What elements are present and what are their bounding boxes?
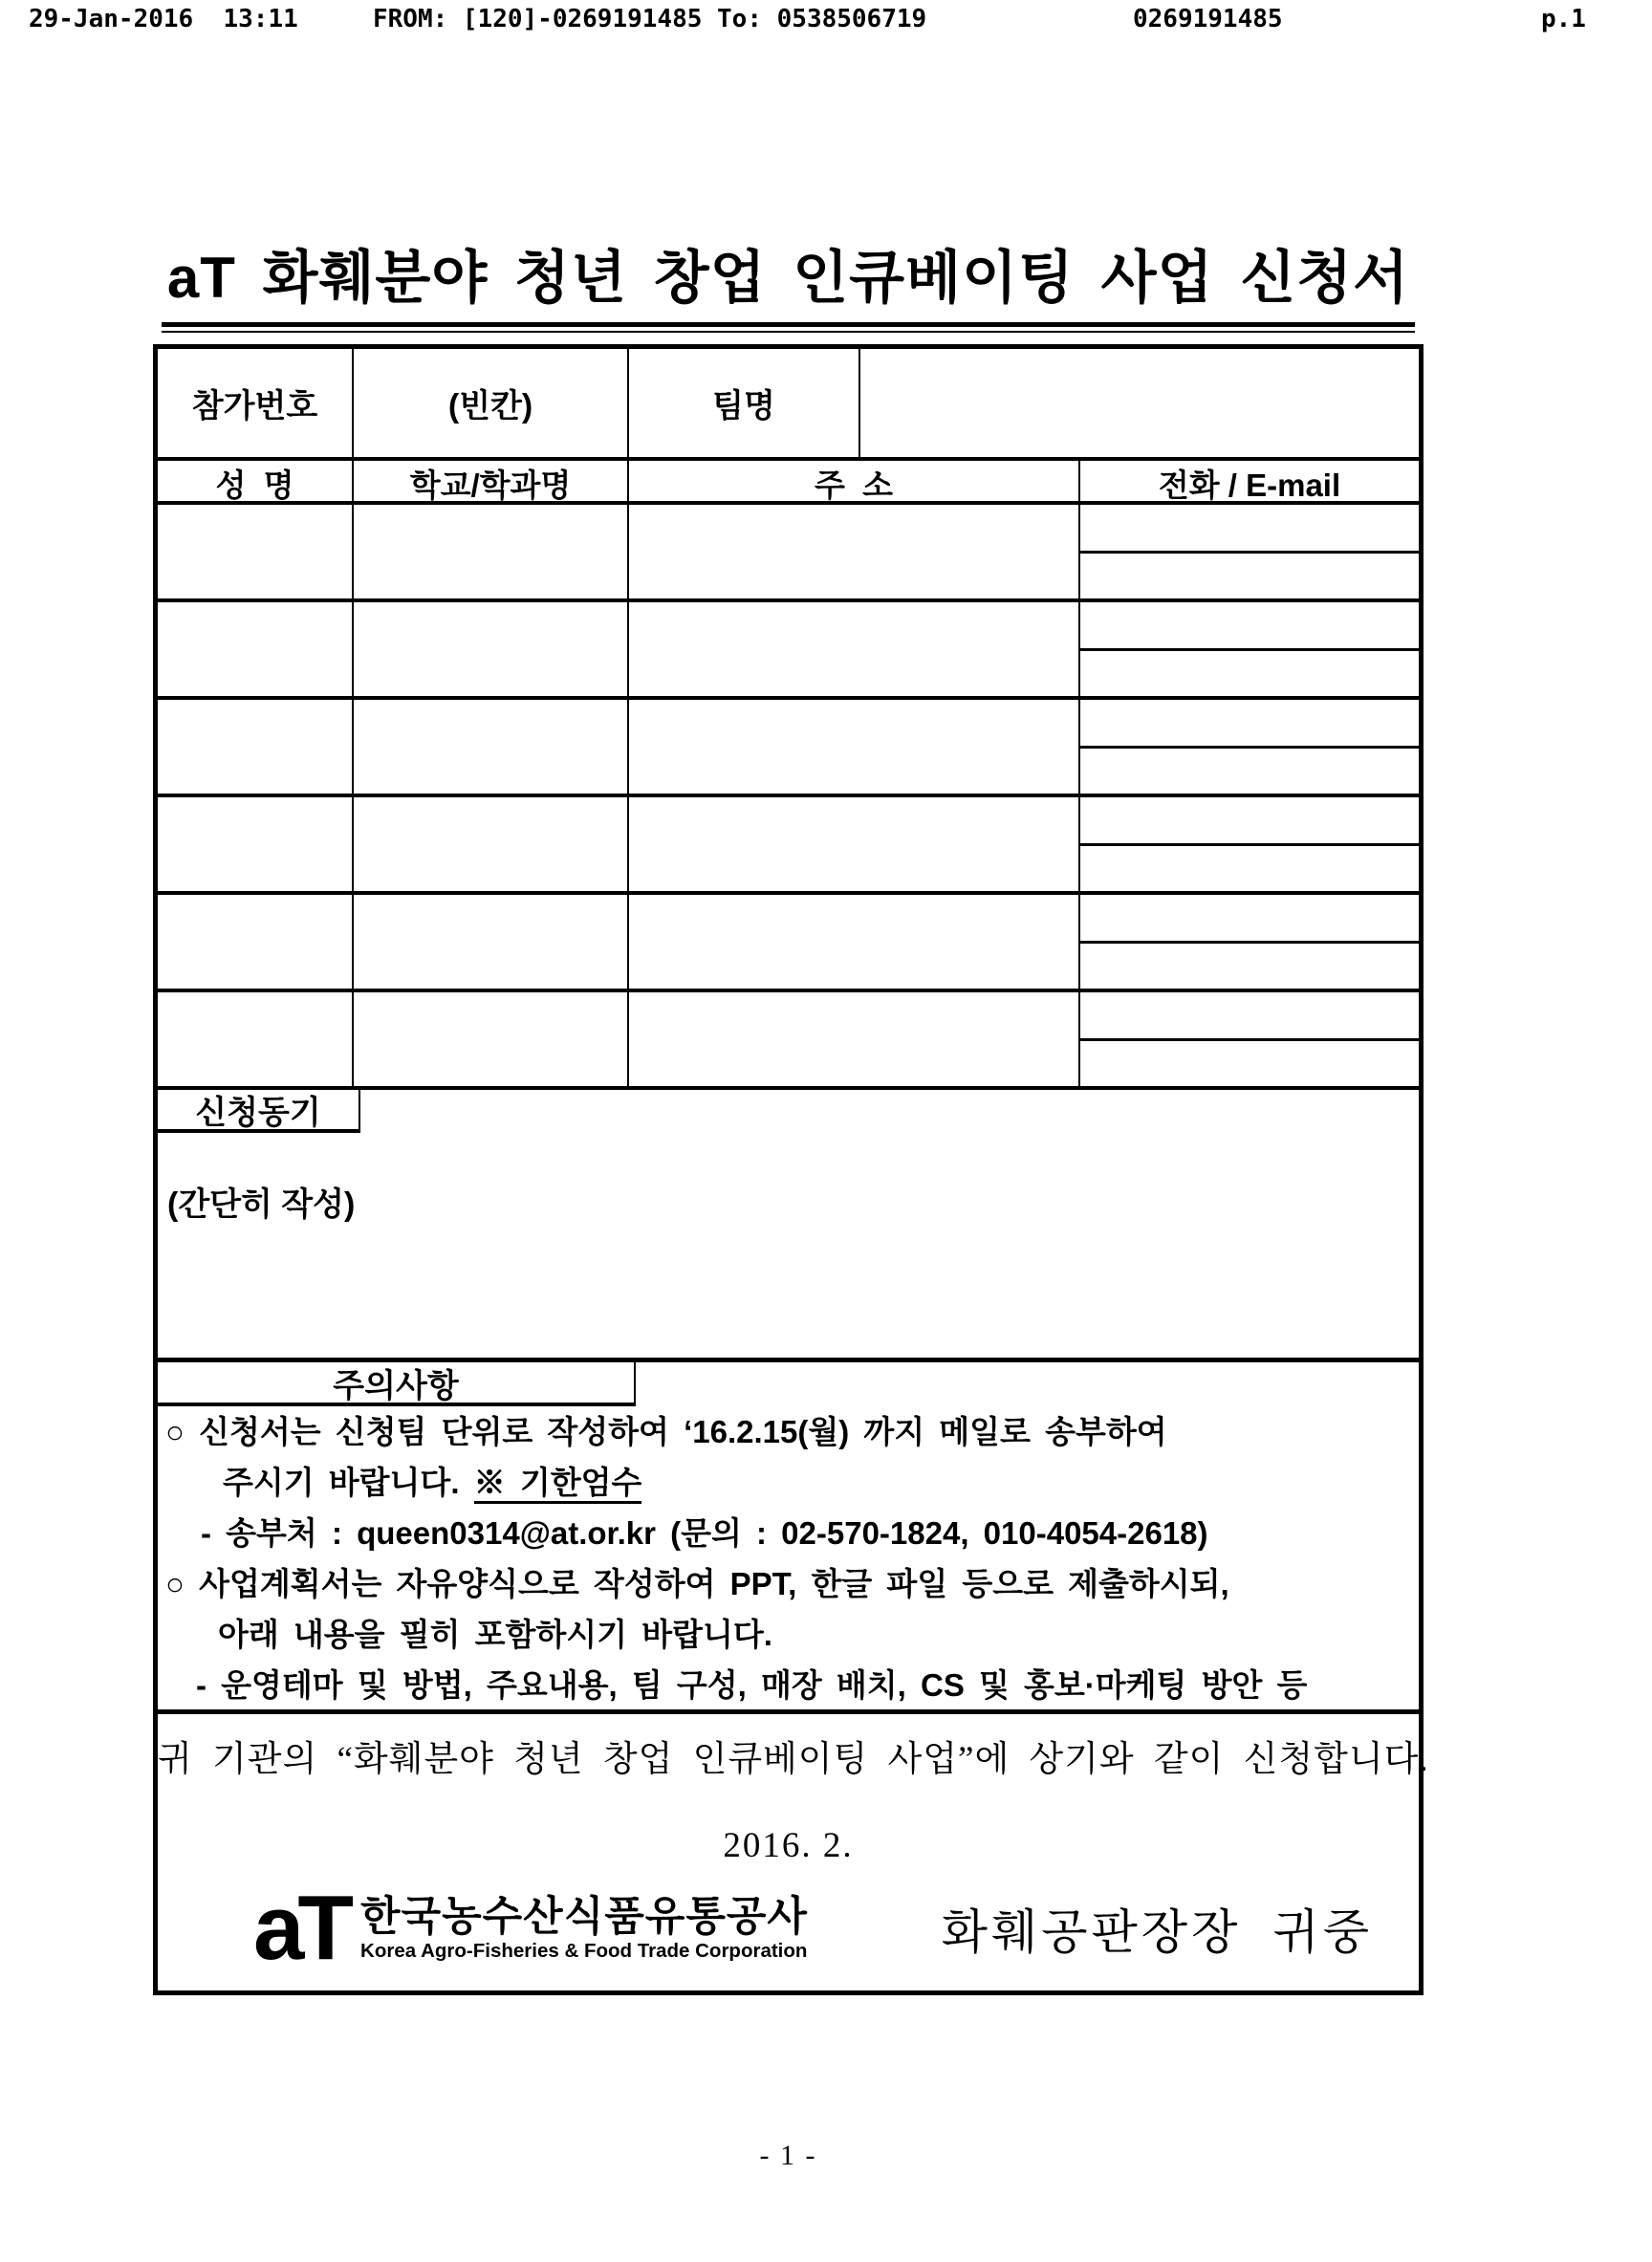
name-cell bbox=[158, 895, 354, 989]
signature-row bbox=[158, 1877, 1419, 1979]
note-line bbox=[158, 1457, 1419, 1508]
page-title: aT 화훼분야 청년 창업 인큐베이팅 사업 신청서 bbox=[162, 232, 1415, 327]
member-row bbox=[158, 602, 1419, 700]
address-cell bbox=[629, 602, 1080, 696]
team-name-label-cell: 팀명 bbox=[629, 349, 860, 457]
email-cell bbox=[1080, 1041, 1419, 1087]
member-row bbox=[158, 895, 1419, 992]
header-name: 성 명 bbox=[158, 461, 354, 506]
email-cell bbox=[1080, 846, 1419, 892]
contact-cell bbox=[1080, 992, 1419, 1086]
email-cell bbox=[1080, 944, 1419, 990]
team-info-row bbox=[158, 349, 1419, 461]
school-cell bbox=[354, 700, 629, 794]
fax-from-to: FROM: [120]-0269191485 To: 0538506719 bbox=[373, 5, 927, 33]
contact-cell bbox=[1080, 602, 1419, 696]
address-cell bbox=[629, 797, 1080, 891]
motivation-section bbox=[158, 1090, 1419, 1362]
application-date: 2016. 2. bbox=[723, 1826, 854, 1865]
name-cell bbox=[158, 992, 354, 1086]
notes-tab-label: 주의사항 bbox=[158, 1362, 636, 1406]
note-line bbox=[158, 1508, 1419, 1558]
phone-cell bbox=[1080, 797, 1419, 846]
member-row bbox=[158, 700, 1419, 797]
member-row bbox=[158, 992, 1419, 1090]
header-address: 주 소 bbox=[629, 461, 1080, 506]
recipient: 화훼공판장장 귀중 bbox=[941, 1905, 1373, 1960]
note-text: - 운영테마 및 방법, 주요내용, 팀 구성, 매장 배치, CS 및 홍보·마케팅 방안 등 bbox=[196, 1667, 1308, 1703]
organization-name-en: Korea Agro-Fisheries & Food Trade Corporation bbox=[360, 1939, 808, 1962]
name-cell bbox=[158, 602, 354, 696]
contact-cell bbox=[1080, 797, 1419, 891]
phone-cell bbox=[1080, 895, 1419, 944]
note-text: 아래 내용을 필히 포함하시기 바랍니다. bbox=[218, 1617, 772, 1652]
note-text: - 송부처 : queen0314@at.or.kr (문의 : 02-570-1824, 010-4054-2618) bbox=[201, 1515, 1208, 1551]
email-cell bbox=[1080, 749, 1419, 794]
application-statement: 귀 기관의 “화훼분야 청년 창업 인큐베이팅 사업”에 상기와 같이 신청합니다. bbox=[158, 1740, 1429, 1779]
phone-cell bbox=[1080, 700, 1419, 749]
application-form-table bbox=[153, 344, 1429, 1995]
notes-section bbox=[158, 1362, 1419, 1714]
note-text: 주시기 바랍니다. bbox=[223, 1465, 474, 1500]
school-cell bbox=[354, 992, 629, 1086]
email-cell bbox=[1080, 554, 1419, 599]
document-content bbox=[153, 0, 1429, 2262]
page-number: - 1 - bbox=[759, 2140, 817, 2171]
member-row bbox=[158, 797, 1419, 895]
note-text: ○ 사업계획서는 자유양식으로 작성하여 PPT, 한글 파일 등으로 제출하시되, bbox=[165, 1566, 1229, 1601]
school-cell bbox=[354, 895, 629, 989]
at-logo: aT bbox=[253, 1877, 348, 1979]
school-cell bbox=[354, 602, 629, 696]
contact-cell bbox=[1080, 700, 1419, 794]
address-cell bbox=[629, 992, 1080, 1086]
note-text: ○ 신청서는 신청팀 단위로 작성하여 ‘16.2.15(월) 까지 메일로 송부하여 bbox=[165, 1414, 1167, 1449]
deadline-emphasis: ※ 기한엄수 bbox=[474, 1465, 642, 1504]
team-name-value-cell bbox=[860, 349, 1419, 457]
header-school: 학교/학과명 bbox=[354, 461, 629, 506]
phone-cell bbox=[1080, 992, 1419, 1041]
address-cell bbox=[629, 505, 1080, 598]
note-line bbox=[158, 1660, 1419, 1710]
motivation-hint: (간단히 작성) bbox=[167, 1186, 356, 1223]
title-block bbox=[162, 232, 1415, 333]
name-cell bbox=[158, 700, 354, 794]
title-underline bbox=[162, 331, 1415, 333]
title-area bbox=[153, 232, 1424, 333]
phone-cell bbox=[1080, 505, 1419, 554]
participant-no-value-cell: (빈칸) bbox=[354, 349, 629, 457]
participant-no-label-cell: 참가번호 bbox=[158, 349, 354, 457]
fax-datetime: 29-Jan-2016 13:11 bbox=[29, 5, 298, 33]
school-cell bbox=[354, 797, 629, 891]
member-row bbox=[158, 505, 1419, 602]
header-phone-email: 전화 / E-mail bbox=[1158, 468, 1341, 503]
fax-number: 0269191485 bbox=[1133, 5, 1283, 33]
contact-cell bbox=[1080, 505, 1419, 598]
address-cell bbox=[629, 895, 1080, 989]
statement-section bbox=[158, 1729, 1429, 2006]
name-cell bbox=[158, 505, 354, 598]
email-cell bbox=[1080, 651, 1419, 697]
organization-block bbox=[360, 1895, 808, 1963]
phone-cell bbox=[1080, 602, 1419, 651]
name-cell bbox=[158, 797, 354, 891]
contact-cell bbox=[1080, 895, 1419, 989]
note-line bbox=[158, 1609, 1419, 1660]
address-cell bbox=[629, 700, 1080, 794]
note-line bbox=[158, 1406, 1419, 1457]
fax-page-indicator: p.1 bbox=[1541, 5, 1586, 33]
member-table-header-row bbox=[158, 461, 1419, 505]
motivation-tab-label: 신청동기 bbox=[158, 1090, 360, 1133]
note-line bbox=[158, 1558, 1419, 1609]
organization-name-kr: 한국농수산식품유통공사 bbox=[360, 1893, 808, 1940]
school-cell bbox=[354, 505, 629, 598]
